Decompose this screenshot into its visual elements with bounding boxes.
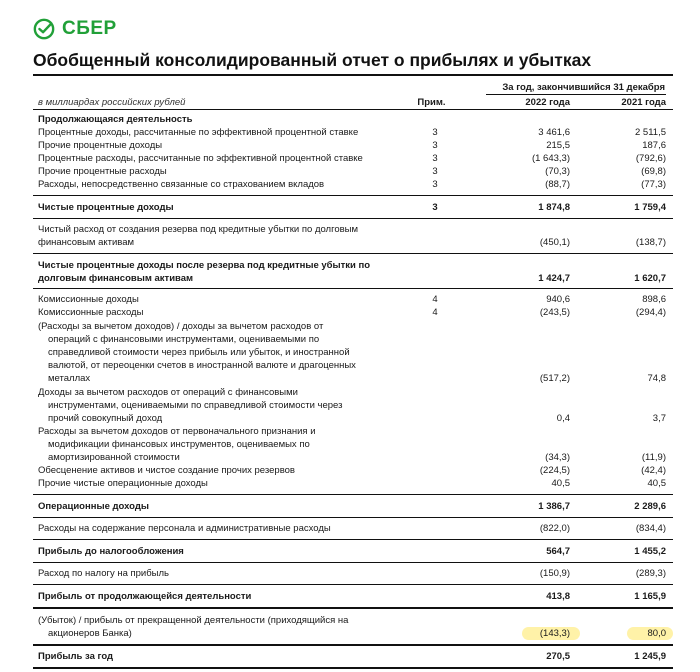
row-label: Расходы за вычетом доходов от первоначального признания и — [38, 426, 316, 437]
value-2022: 0,4 — [556, 413, 570, 424]
value-2021: 1 165,9 — [634, 591, 666, 602]
value-2022: 3 461,6 — [538, 127, 570, 138]
row-label: Процентные расходы, рассчитанные по эффективной процентной ставке — [38, 153, 363, 164]
value-2021: 1 455,2 — [634, 546, 666, 557]
row-label: (Расходы за вычетом доходов) / доходы за вычетом расходов от — [38, 321, 324, 332]
value-2021: 187,6 — [642, 140, 666, 151]
units-label: в миллиардах российских рублей — [38, 97, 186, 108]
sber-logo — [33, 17, 117, 41]
value-2022: (143,3) — [539, 628, 570, 639]
divider — [33, 607, 673, 609]
divider — [33, 539, 673, 540]
row-label: справедливой стоимости через прибыль или убыток, и иностранной — [48, 347, 350, 358]
year-2021-header: 2021 года — [621, 97, 666, 108]
divider — [33, 195, 673, 196]
row-label: (Убыток) / прибыль от прекращенной деятельности (приходящийся на — [38, 615, 349, 626]
row-note: 3 — [432, 140, 438, 151]
value-2021: 40,5 — [647, 478, 666, 489]
value-2021: (834,4) — [635, 523, 666, 534]
row-note: 3 — [432, 153, 438, 164]
row-label: Прибыль за год — [38, 651, 114, 662]
row-note: 3 — [432, 166, 438, 177]
row-label: амортизированной стоимости — [48, 452, 180, 463]
divider — [33, 253, 673, 254]
divider — [33, 517, 673, 518]
value-2021: (42,4) — [641, 465, 666, 476]
divider — [33, 288, 673, 289]
value-2021: 74,8 — [647, 373, 666, 384]
value-2022: (517,2) — [539, 373, 570, 384]
divider — [486, 94, 666, 95]
divider — [33, 494, 673, 495]
row-label: Чистые процентные доходы — [38, 202, 174, 213]
row-label: Операционные доходы — [38, 501, 149, 512]
value-2021: 2 511,5 — [635, 127, 666, 138]
row-label: акционеров Банка) — [48, 628, 132, 639]
row-label: Процентные доходы, рассчитанные по эффективной процентной ставке — [38, 127, 359, 138]
value-2021: 1 620,7 — [634, 273, 666, 284]
note-column-header: Прим. — [417, 97, 446, 108]
divider — [33, 218, 673, 219]
row-label: Комиссионные доходы — [38, 294, 139, 305]
value-2022: (450,1) — [539, 237, 570, 248]
row-label: операций с финансовыми инструментами, оцениваемыми по — [48, 334, 320, 345]
divider — [33, 644, 673, 646]
value-2021: 1 245,9 — [634, 651, 666, 662]
row-label: Прочие чистые операционные доходы — [38, 478, 208, 489]
value-2022: (1 643,3) — [531, 153, 570, 164]
value-2022: 1 386,7 — [538, 501, 570, 512]
year-2022-header: 2022 года — [525, 97, 570, 108]
value-2022: 1 874,8 — [538, 202, 570, 213]
row-label: модификации финансовых инструментов, оцениваемых по — [48, 439, 310, 450]
value-2022: (70,3) — [545, 166, 570, 177]
divider — [33, 562, 673, 563]
period-header: За год, закончившийся 31 декабря — [502, 82, 665, 93]
value-2022: (88,7) — [545, 179, 570, 190]
row-label: Продолжающаяся деятельность — [38, 114, 193, 125]
value-2021: (77,3) — [641, 179, 666, 190]
divider — [33, 584, 673, 585]
sber-logo-icon — [33, 18, 55, 40]
row-note: 4 — [432, 294, 438, 305]
row-label: Прибыль до налогообложения — [38, 546, 184, 557]
value-2022: 940,6 — [546, 294, 570, 305]
row-label: Чистые процентные доходы после резерва под кредитные убытки по — [38, 260, 371, 271]
value-2022: 413,8 — [546, 591, 570, 602]
value-2022: (34,3) — [545, 452, 570, 463]
value-2022: 270,5 — [546, 651, 570, 662]
value-2021: (138,7) — [635, 237, 666, 248]
row-label: Прочие процентные доходы — [38, 140, 163, 151]
value-2021: (11,9) — [641, 452, 666, 463]
value-2021: 3,7 — [652, 413, 666, 424]
row-label: прочий совокупный доход — [48, 413, 163, 424]
row-label: Расход по налогу на прибыль — [38, 568, 170, 579]
row-note: 3 — [432, 179, 438, 190]
divider — [33, 109, 673, 110]
value-2021: 898,6 — [642, 294, 666, 305]
row-label: Расходы, непосредственно связанные со страхованием вкладов — [38, 179, 325, 190]
value-2022: 1 424,7 — [538, 273, 570, 284]
row-label: Прибыль от продолжающейся деятельности — [38, 591, 252, 602]
value-2022: (224,5) — [539, 465, 570, 476]
page-title: Обобщенный консолидированный отчет о прибылях и убытках — [33, 50, 592, 70]
value-2021: (289,3) — [635, 568, 666, 579]
value-2022: 564,7 — [546, 546, 570, 557]
row-label: долговым финансовым активам — [38, 273, 194, 284]
value-2021: (294,4) — [635, 307, 666, 318]
divider — [33, 667, 673, 669]
row-label: Чистый расход от создания резерва под кредитные убытки по долговым — [38, 224, 359, 235]
value-2021: (69,8) — [641, 166, 666, 177]
row-label: металлах — [48, 373, 91, 384]
row-label: Комиссионные расходы — [38, 307, 144, 318]
value-2022: (243,5) — [539, 307, 570, 318]
value-2021: 1 759,4 — [634, 202, 666, 213]
value-2021: (792,6) — [635, 153, 666, 164]
value-2022: (822,0) — [539, 523, 570, 534]
value-2022: (150,9) — [539, 568, 570, 579]
row-label: финансовым активам — [38, 237, 135, 248]
divider — [33, 74, 673, 76]
row-note: 4 — [432, 307, 438, 318]
value-2021: 80,0 — [647, 628, 666, 639]
row-label: Доходы за вычетом расходов от операций с финансовыми — [38, 387, 298, 398]
value-2021: 2 289,6 — [634, 501, 666, 512]
row-label: Расходы на содержание персонала и административные расходы — [38, 523, 331, 534]
row-label: инструментами, оцениваемыми по справедливой стоимости через — [48, 400, 343, 411]
row-label: Обесценение активов и чистое создание прочих резервов — [38, 465, 295, 476]
value-2022: 215,5 — [546, 140, 570, 151]
row-note: 3 — [432, 202, 438, 213]
value-2022: 40,5 — [551, 478, 570, 489]
row-label: Прочие процентные расходы — [38, 166, 167, 177]
brand-name: СБЕР — [62, 18, 117, 39]
row-note: 3 — [432, 127, 438, 138]
row-label: валютой, от переоценки счетов в иностранной валюте и драгоценных — [48, 360, 356, 371]
